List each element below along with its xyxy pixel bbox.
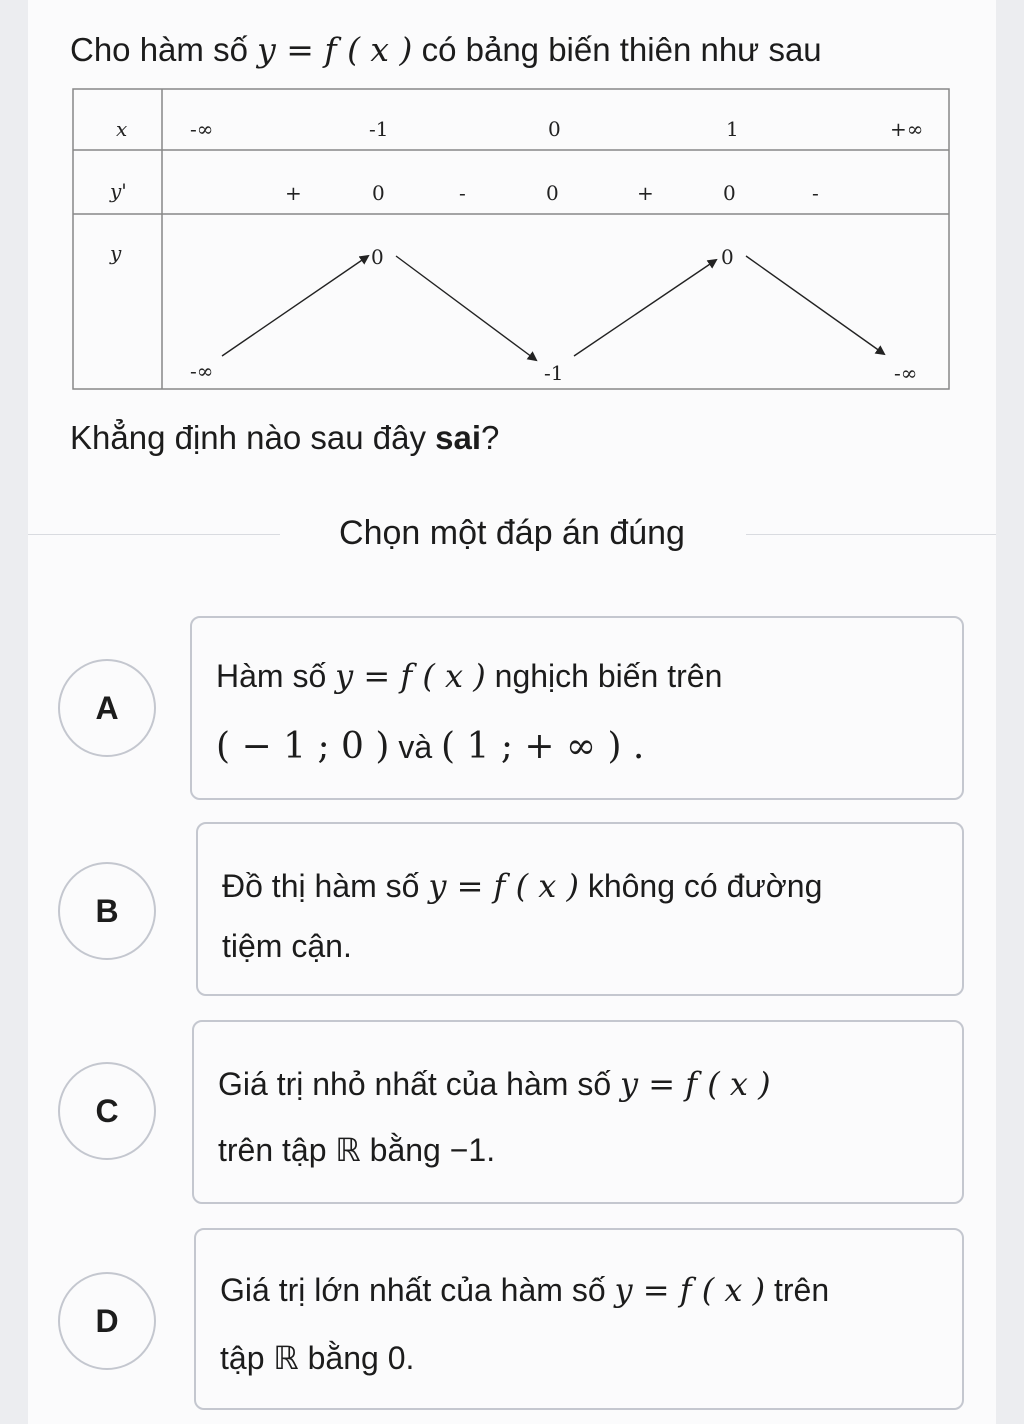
option-d-button[interactable] bbox=[58, 1272, 156, 1370]
prompt-main: Khẳng định nào sau đây bbox=[70, 419, 436, 456]
option-b-line2: tiệm cận. bbox=[222, 928, 352, 964]
option-b-card[interactable] bbox=[196, 822, 964, 996]
x-value: 1 bbox=[726, 117, 739, 141]
prompt-bold: sai bbox=[435, 419, 482, 456]
option-b-suffix: không có đường bbox=[578, 868, 823, 904]
y-value-right: -∞ bbox=[894, 361, 918, 385]
row-label-x: x bbox=[116, 117, 128, 141]
option-d-line1 bbox=[220, 1258, 829, 1322]
arrow-increase-2 bbox=[574, 260, 716, 356]
option-c-line1 bbox=[218, 1052, 771, 1116]
option-a-letter: A bbox=[95, 689, 119, 726]
option-b-func: y = f ( x ) bbox=[428, 867, 579, 905]
option-a-interval-1: ( − 1 ; 0 ) bbox=[216, 726, 390, 767]
variation-table bbox=[72, 88, 950, 390]
prompt-text bbox=[70, 414, 499, 462]
option-a-interval-2: ( 1 ; + ∞ ) . bbox=[441, 726, 645, 767]
option-c-line2: trên tập ℝ bằng −1. bbox=[218, 1132, 496, 1168]
option-a-button[interactable] bbox=[58, 659, 156, 757]
arrow-decrease-1 bbox=[396, 256, 536, 360]
option-a-line1 bbox=[216, 644, 722, 708]
question-prefix: Cho hàm số bbox=[70, 31, 258, 68]
question-func: y = f ( x ) bbox=[257, 30, 413, 69]
question-suffix: có bảng biến thiên như sau bbox=[412, 31, 822, 68]
option-a-prefix: Hàm số bbox=[216, 658, 336, 694]
option-a-suffix: nghịch biến trên bbox=[485, 658, 723, 694]
y-value-valley: -1 bbox=[544, 361, 564, 385]
option-d-line2: tập ℝ bằng 0. bbox=[220, 1340, 415, 1376]
y-prime-sign: 0 bbox=[546, 181, 559, 205]
arrow-decrease-2 bbox=[746, 256, 884, 354]
option-c-card[interactable] bbox=[192, 1020, 964, 1204]
x-value: 0 bbox=[548, 117, 561, 141]
row-label-y-prime: y' bbox=[110, 179, 127, 203]
option-d-prefix: Giá trị lớn nhất của hàm số bbox=[220, 1272, 615, 1308]
option-d-suffix: trên bbox=[765, 1272, 830, 1308]
choose-label: Chọn một đáp án đúng bbox=[339, 514, 685, 552]
option-a-func: y = f ( x ) bbox=[335, 657, 486, 695]
y-prime-sign: + bbox=[637, 181, 654, 205]
option-c-prefix: Giá trị nhỏ nhất của hàm số bbox=[218, 1066, 620, 1102]
option-b-letter: B bbox=[95, 892, 119, 929]
option-d-func: y = f ( x ) bbox=[614, 1271, 766, 1309]
option-b-line1 bbox=[222, 854, 822, 918]
prompt-end: ? bbox=[481, 419, 500, 456]
x-value: -1 bbox=[369, 117, 389, 141]
option-a-line2 bbox=[216, 714, 644, 779]
y-prime-sign: + bbox=[285, 181, 302, 205]
option-a-and: và bbox=[389, 729, 441, 765]
y-prime-sign: 0 bbox=[372, 181, 385, 205]
option-a-card[interactable] bbox=[190, 616, 964, 800]
row-label-y: y bbox=[110, 241, 122, 265]
x-value: -∞ bbox=[190, 117, 214, 141]
x-value: +∞ bbox=[890, 117, 924, 141]
option-d-letter: D bbox=[95, 1302, 119, 1339]
y-prime-sign: - bbox=[812, 181, 819, 205]
choose-divider bbox=[28, 505, 996, 561]
y-prime-sign: - bbox=[459, 181, 466, 205]
option-c-letter: C bbox=[95, 1092, 119, 1129]
option-d-card[interactable] bbox=[194, 1228, 964, 1410]
question-text bbox=[70, 26, 822, 74]
y-prime-sign: 0 bbox=[723, 181, 736, 205]
option-c-func: y = f ( x ) bbox=[620, 1065, 771, 1103]
option-b-prefix: Đồ thị hàm số bbox=[222, 868, 429, 904]
option-c-button[interactable] bbox=[58, 1062, 156, 1160]
arrow-increase-1 bbox=[222, 256, 368, 356]
option-b-button[interactable] bbox=[58, 862, 156, 960]
y-value-peak1: 0 bbox=[371, 245, 384, 269]
y-value-left: -∞ bbox=[190, 359, 214, 383]
y-value-peak2: 0 bbox=[721, 245, 734, 269]
